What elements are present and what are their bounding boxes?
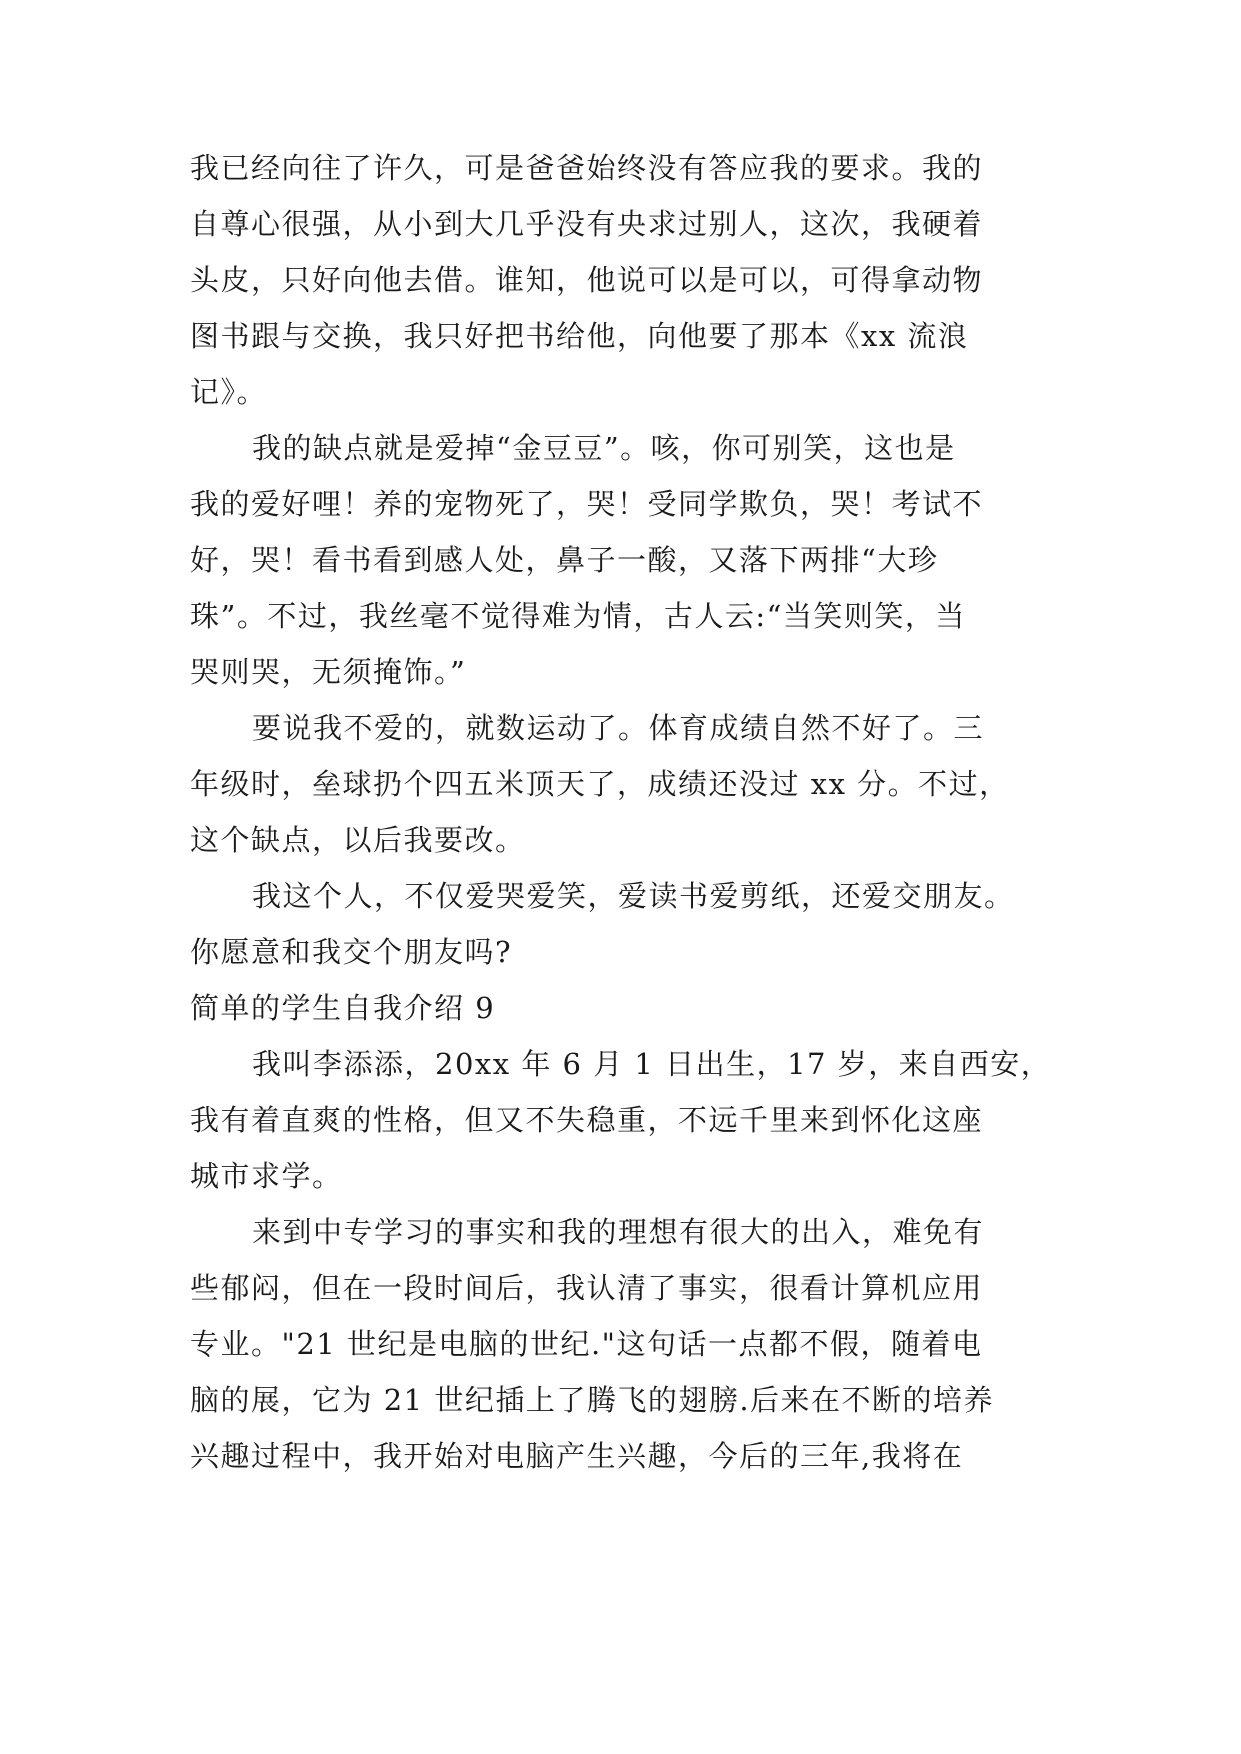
text-line: 好，哭！看书看到感人处，鼻子一酸，又落下两排“大珍 [190, 543, 939, 577]
text-line: 这个缺点，以后我要改。 [190, 823, 526, 857]
text-line: 兴趣过程中，我开始对电脑产生兴趣，今后的三年,我将在 [190, 1439, 964, 1473]
text-line: 我的爱好哩！养的宠物死了，哭！受同学欺负，哭！考试不 [190, 487, 984, 521]
text-line: 年级时，垒球扔个四五米顶天了，成绩还没过 xx 分。不过， [190, 767, 1010, 801]
text-line: 珠”。不过，我丝毫不觉得难为情，古人云:“当笑则笑，当 [190, 599, 966, 633]
section-heading: 简单的学生自我介绍 9 [190, 991, 496, 1025]
text-line: 我有着直爽的性格，但又不失稳重，不远千里来到怀化这座 [190, 1103, 984, 1137]
paragraph-first-line: 我的缺点就是爱掉“金豆豆”。咳，你可别笑，这也是 [252, 431, 956, 465]
paragraph-first-line: 我这个人，不仅爱哭爱笑，爱读书爱剪纸，还爱交朋友。 [252, 879, 1015, 913]
text-line: 图书跟与交换，我只好把书给他，向他要了那本《xx 流浪 [190, 319, 969, 353]
text-line: 你愿意和我交个朋友吗? [190, 935, 513, 969]
text-line: 脑的展，它为 21 世纪插上了腾飞的翅膀.后来在不断的培养 [190, 1383, 995, 1417]
text-line: 头皮，只好向他去借。谁知，他说可以是可以，可得拿动物 [190, 263, 984, 297]
paragraph-first-line: 要说我不爱的，就数运动了。体育成绩自然不好了。三 [252, 711, 985, 745]
paragraph-first-line: 我叫李添添，20xx 年 6 月 1 日出生，17 岁，来自西安， [252, 1047, 1052, 1081]
text-line: 些郁闷，但在一段时间后，我认清了事实，很看计算机应用 [190, 1271, 984, 1305]
text-line: 哭则哭，无须掩饰。” [190, 655, 467, 689]
text-line: 自尊心很强，从小到大几乎没有央求过别人，这次，我硬着 [190, 207, 984, 241]
text-line: 专业。"21 世纪是电脑的世纪."这句话一点都不假，随着电 [190, 1327, 983, 1361]
paragraph-first-line: 来到中专学习的事实和我的理想有很大的出入，难免有 [252, 1215, 985, 1249]
text-line: 记》。 [190, 375, 268, 409]
text-line: 城市求学。 [190, 1159, 343, 1193]
text-line: 我已经向往了许久，可是爸爸始终没有答应我的要求。我的 [190, 151, 984, 185]
